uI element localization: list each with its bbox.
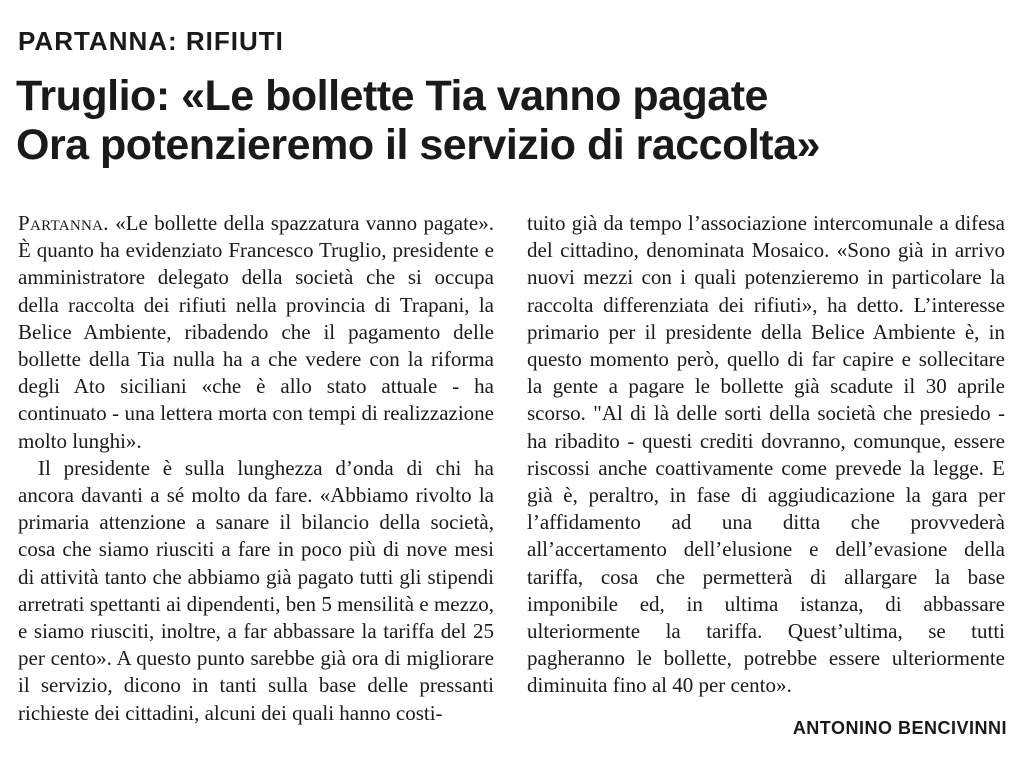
article-paragraph-1: [18, 210, 494, 455]
headline-line-2: Ora potenzieremo il servizio di raccolta»: [16, 121, 820, 169]
article-headline: [16, 72, 1006, 170]
article-column-right: [527, 210, 1005, 700]
headline-line-1: Truglio: «Le bollette Tia vanno pagate: [16, 72, 768, 120]
author-byline: ANTONINO BENCIVINNI: [792, 718, 1007, 738]
paragraph-1-text: «Le bollette della spazzatura vanno pagate». È quanto ha evidenziato Francesco Truglio, presidente e amministratore delegato della società che si occupa della raccolta dei rifiuti nella provincia di Trapani, la Belice Ambiente, ribadendo che il pagamento delle bollette della Tia nulla ha a che vedere con la riforma degli Ato siciliani «che è allo stato attuale - ha continuato - una lettera morta con tempi di realizzazione molto lunghi».: [18, 211, 494, 453]
article-column-left: [18, 210, 494, 727]
article-paragraph-3: tuito già da tempo l’associazione intercomunale a difesa del cittadino, denominata Mosaico. «Sono già in arrivo nuovi mezzi con i quali potenzieremo in particolare la raccolta differenziata dei rifiuti», ha detto. L’interesse primario per il presidente della Belice Ambiente è, in questo momento però, quello di far capire e sollecitare la gente a pagare le bollette già scadute il 30 aprile scorso. "Al di là delle sorti della società che presiedo - ha ribadito - questi crediti dovranno, comunque, essere riscossi anche coattivamente come prevede la legge. E già è, peraltro, in fase di aggiudicazione la gara per l’affidamento ad una ditta che provvederà all’accertamento dell’elusione e dell’evasione della tariffa, cosa che permetterà di allargare la base imponibile ed, in ultima istanza, di abbassare ulteriormente la tariffa. Quest’ultima, se tutti pagheranno le bollette, potrebbe essere ulteriormente diminuita fino al 40 per cento».: [527, 211, 1005, 698]
dateline: Partanna.: [18, 211, 109, 235]
section-kicker: PARTANNA: RIFIUTI: [18, 26, 284, 56]
article-paragraph-2: Il presidente è sulla lunghezza d’onda di chi ha ancora davanti a sé molto da fare. «Abbiamo rivolto la primaria attenzione a sanare il bilancio della società, cosa che siamo riusciti a fare in poco più di nove mesi di attività tanto che abbiamo già pagato tutti gli stipendi arretrati spettanti ai dipendenti, ben 5 mensilità e mezzo, e siamo riusciti, inoltre, a far abbassare la tariffa del 25 per cento». A questo punto sarebbe già ora di migliorare il servizio, dicono in tanti sulla base delle pressanti richieste dei cittadini, alcuni dei quali hanno costi-: [18, 455, 494, 725]
